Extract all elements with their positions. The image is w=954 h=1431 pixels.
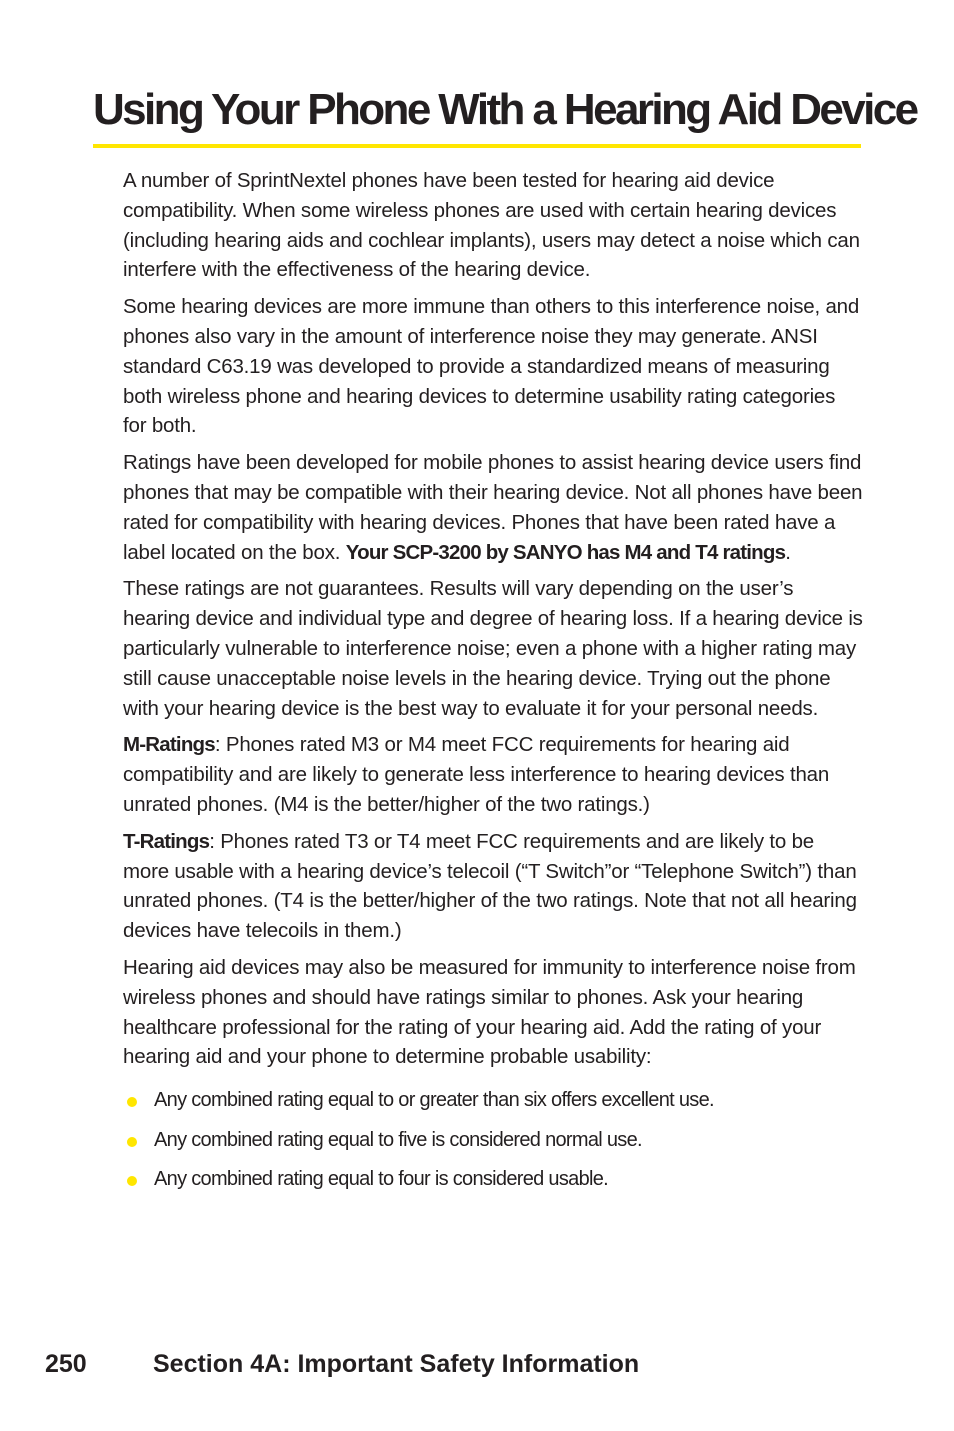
bullet-dot-icon xyxy=(127,1097,137,1107)
paragraph-m-ratings xyxy=(123,730,863,819)
ratings-text: Ratings have been developed for mobile phones to assist hearing device users find phones that may be compatible with their hearing device. Not all phones have been rated for compatibility with hearing devices. Phones that have been rated have a label located on the box. xyxy=(123,451,863,564)
paragraph-immunity: Hearing aid devices may also be measured for immunity to interference noise from wireless phones and should have ratings similar to phones. Ask your hearing healthcare professional for the rating of your hearing aid. Add the rating of your hearing aid and your phone to determine probable usability: xyxy=(123,955,856,1069)
bullet-dot-icon xyxy=(127,1137,137,1147)
ratings-period: . xyxy=(785,540,791,564)
list-item xyxy=(123,1126,863,1156)
paragraph-intro: A number of SprintNextel phones have been tested for hearing aid device compatibility. When some wireless phones are used with certain hearing devices (including hearing aids and cochlear implants), users may detect a noise which can interfere with the effectiveness of the hearing device. xyxy=(123,169,860,282)
section-title: Section 4A: Important Safety Information xyxy=(153,1350,640,1378)
paragraph-ansi-standard: Some hearing devices are more immune than others to this interference noise, and phones also vary in the amount of interference noise they may generate. ANSI standard C63.19 was developed to provide a standardized means of measuring both wireless phone and hearing devices to determine usability rating categories for both. xyxy=(123,295,860,438)
title-underline xyxy=(93,144,861,148)
list-item-text: Any combined rating equal to five is considered normal use. xyxy=(154,1128,642,1151)
ratings-highlight: Your SCP-3200 by SANYO has M4 and T4 ratings xyxy=(345,540,786,564)
list-item xyxy=(123,1086,863,1116)
list-item-text: Any combined rating equal to or greater than six offers excellent use. xyxy=(154,1089,714,1112)
bullet-dot-icon xyxy=(127,1176,137,1186)
usability-list xyxy=(123,1086,863,1195)
paragraph-ratings xyxy=(123,448,863,567)
body-content xyxy=(123,166,863,1205)
m-ratings-text: : Phones rated M3 or M4 meet FCC requirements for hearing aid compatibility and are likely to generate less interference to hearing devices than unrated phones. (M4 is the better/higher of the two ratings.) xyxy=(123,733,830,816)
paragraph-guarantees: These ratings are not guarantees. Results will vary depending on the user’s hearing device and individual type and degree of hearing loss. If a hearing device is particularly vulnerable to interference noise; even a phone with a higher rating may still cause unacceptable noise levels in the hearing device. Trying out the phone with your hearing device is the best way to evaluate it for your personal needs. xyxy=(123,577,863,720)
t-ratings-label: T-Ratings xyxy=(123,829,210,853)
list-item-text: Any combined rating equal to four is considered usable. xyxy=(154,1168,609,1191)
page-title: Using Your Phone With a Hearing Aid Device xyxy=(93,85,917,134)
list-item xyxy=(123,1165,863,1195)
m-ratings-label: M-Ratings xyxy=(123,733,215,757)
paragraph-t-ratings xyxy=(123,827,863,946)
page-footer xyxy=(45,1346,639,1382)
page-number: 250 xyxy=(45,1350,87,1378)
t-ratings-text: : Phones rated T3 or T4 meet FCC requirements and are likely to be more usable with a hearing device’s telecoil (“T Switch”or “Telephone Switch”) than unrated phones. (T4 is the better/higher of the two ratings. Note that not all hearing devices have telecoils in them.) xyxy=(123,829,857,943)
